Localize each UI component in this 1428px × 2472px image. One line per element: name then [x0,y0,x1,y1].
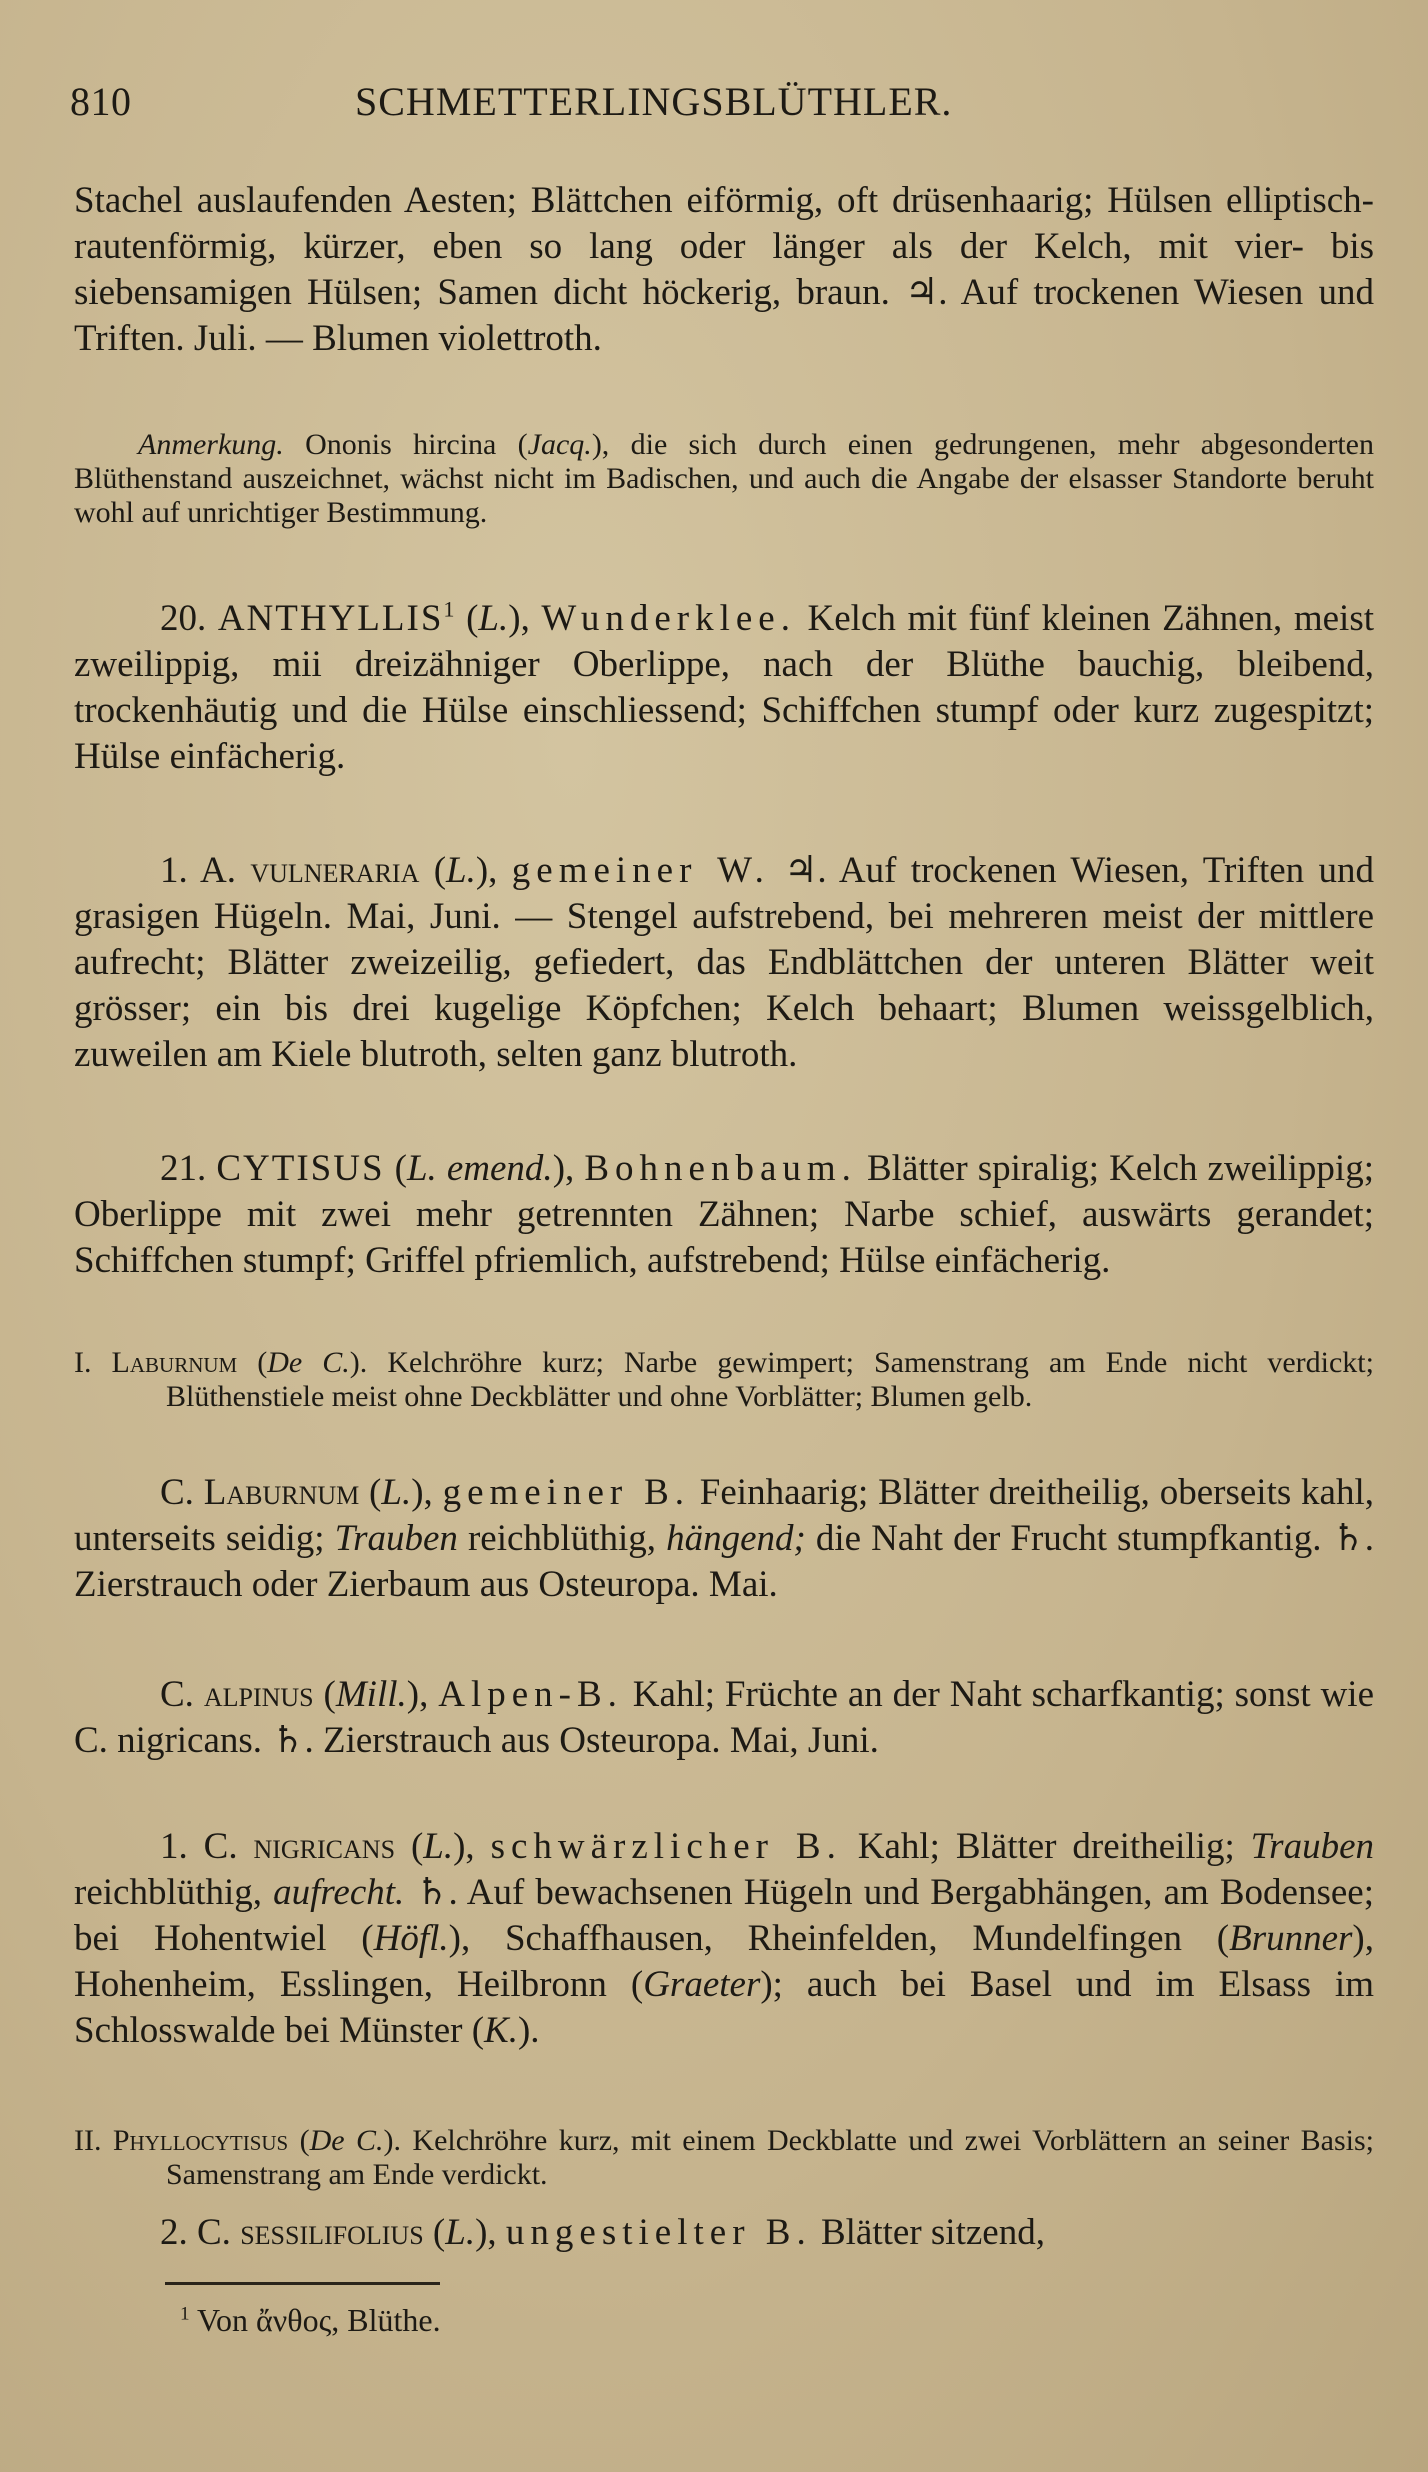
species-text-c: ♄. Auf bewachsenen Hügeln und Bergabhängen, am Bodensee; bei Hohentwiel ( [74,1872,1374,1959]
species-name: sessilifolius [240,2212,424,2253]
species-author: Mill. [335,1674,407,1715]
section-description: . Kelchröhre kurz, mit einem Deckblatte und zwei Vorblättern an seiner Basis; Samenstrang am Ende verdickt. [166,2124,1375,2191]
genus-number: 20. [160,598,218,639]
species-number: C. [160,1472,204,1513]
genus-description: Kelch mit fünf kleinen Zähnen, meist zweilippig, mii dreizähniger Oberlippe, nach der Blüthe bauchig, bleibend, trockenhäutig und die Hülse einschliessend; Schiffchen stumpf oder kurz zugespitzt; Hülse einfächerig. [74,598,1375,777]
genus-author: L. [478,598,509,639]
species-name: alpinus [203,1674,314,1715]
collector-2: Brunner [1229,1918,1353,1959]
species-text-a: Kahl; Blätter dreitheilig; [841,1826,1251,1867]
sessilifolius-paragraph: 2. C. sessilifolius (L.), ungestielter B. Blätter sitzend, [160,2212,1045,2253]
species-common-name: ungestielter B. [505,2212,812,2253]
section-number: I. [74,1346,112,1379]
section-paragraph: I. Laburnum (De C.). Kelchröhre kurz; Narbe gewimpert; Samenstrang am Ende nicht verdickt; Blüthenstiele meist ohne Deckblätter und ohne Vorblätter; Blumen gelb. [74,1346,1374,1413]
genus-number: 21. [160,1148,217,1189]
section-number: II. [74,2124,113,2157]
nigricans-paragraph: 1. C. nigricans (L.), schwärzlicher B. Kahl; Blätter dreitheilig; Trauben reichblüthig, aufrecht. ♄. Auf bewachsenen Hügeln und Bergabhängen, am Bodensee; bei Hohentwiel (Höfl.), Schaffhausen, Rheinfelden, Mundelfingen (Brunner), Hohenheim, Esslingen, Heilbronn (Graeter); auch bei Basel und im Elsass im Schlosswalde bei Münster (K.). [74,1826,1374,2051]
continuation-text: Stachel auslaufenden Aesten; Blättchen eiförmig, oft drüsenhaarig; Hülsen elliptisch-rautenförmig, kürzer, eben so lang oder länger als der Kelch, mit vier- bis siebensamigen Hülsen; Samen dicht höckerig, braun. ♃. Auf trockenen Wiesen und Triften. Juli. — Blumen violettroth. [74,180,1374,359]
species-text-b: reichblüthig, [74,1872,274,1913]
genus-name: CYTISUS [216,1148,385,1189]
annotation-author: Jacq. [527,428,592,461]
species-description: Kahl; Früchte an der Naht scharfkantig; sonst wie C. nigricans. ♄. Zierstrauch aus Osteuropa. Mai, Juni. [74,1674,1374,1761]
genus-common-name: Wunderklee. [541,598,796,639]
annotation-text-a: Ononis hircina ( [283,428,528,461]
species-alpinus [74,1672,1374,1764]
species-text-g: ). [517,2010,540,2051]
section-author: De C. [267,1346,350,1379]
annotation-label: Anmerkung. [138,428,284,461]
species-name: nigricans [253,1826,396,1867]
annotation-text-b: ), die sich durch einen gedrungenen, mehr abgesonderten Blüthenstand auszeichnet, wächst nicht im Badischen, und auch die Angabe der elsasser Standorte beruht wohl auf unrichtiger Bestimmung. [74,428,1374,529]
species-common-name: schwärzlicher B. [490,1826,842,1867]
footnote-divider [165,2282,440,2285]
collector-3: Graeter [643,1964,761,2005]
species-italic-a: Trauben [334,1518,458,1559]
species-text-c: die Naht der Frucht stumpfkantig. ♄. Zierstrauch oder Zierbaum aus Osteuropa. Mai. [74,1518,1374,1605]
species-vulneraria [74,848,1374,1078]
species-text-d: ), Schaffhausen, Rheinfelden, Mundelfingen ( [448,1918,1230,1959]
running-title: SCHMETTERLINGSBLÜTHLER. [355,79,953,124]
genus-common-name: Bohnenbaum. [584,1148,857,1189]
footnote-text: Von ἄνθος, Blüthe. [189,2302,441,2338]
collector-4: K. [484,2010,518,2051]
species-name: Laburnum [203,1472,360,1513]
species-name: vulneraria [250,850,420,891]
species-number: 1. C. [160,1826,254,1867]
section-phyllocytisus [74,2124,1374,2192]
footnote-number: 1 [180,2303,190,2325]
section-name: Phyllocytisus [112,2124,289,2157]
species-italic-b: aufrecht. [273,1872,405,1913]
laburnum-paragraph: C. Laburnum (L.), gemeiner B. Feinhaarig; Blätter dreitheilig, oberseits kahl, unterseits seidig; Trauben reichblüthig, hängend; die Naht der Frucht stumpfkantig. ♄. Zierstrauch oder Zierbaum aus Osteuropa. Mai. [74,1472,1375,1605]
footnote-marker: 1 [443,596,455,622]
species-nigricans [74,1824,1374,2054]
cytisus-paragraph: 21. CYTISUS (L. emend.), Bohnenbaum. Blätter spiralig; Kelch zweilippig; Oberlippe mit zwei mehr getrennten Zähnen; Narbe schief, auswärts gerandet; Schiffchen stumpf; Griffel pfriemlich, aufstrebend; Hülse einfächerig. [74,1148,1374,1281]
page-number: 810 [70,79,132,124]
section-description: . Kelchröhre kurz; Narbe gewimpert; Samenstrang am Ende nicht verdickt; Blüthenstiele meist ohne Deckblätter und ohne Vorblätter; Blumen gelb. [166,1346,1374,1413]
footnote [180,2300,441,2340]
species-author: L. [445,2212,476,2253]
collector-1: Höfl. [373,1918,449,1959]
genus-anthyllis [74,596,1374,780]
section-author: De C. [309,2124,384,2157]
species-common-name: Alpen-B. [438,1674,623,1715]
species-text-a: Feinhaarig; Blätter dreitheilig, oberseits kahl, unterseits seidig; [74,1472,1375,1559]
genus-author: L. emend. [406,1148,553,1189]
species-text-b: reichblüthig, [457,1518,667,1559]
genus-description: Blätter spiralig; Kelch zweilippig; Oberlippe mit zwei mehr getrennten Zähnen; Narbe schief, auswärts gerandet; Schiffchen stumpf; Griffel pfriemlich, aufstrebend; Hülse einfächerig. [74,1148,1374,1281]
species-description: ♃. Auf trockenen Wiesen, Triften und grasigen Hügeln. Mai, Juni. — Stengel aufstrebend, bei mehreren meist der mittlere aufrecht; Blätter zweizeilig, gefiedert, das Endblättchen der unteren Blätter weit grösser; ein bis drei kugelige Köpfchen; Kelch behaart; Blumen weissgelblich, zuweilen am Kiele blutroth, selten ganz blutroth. [74,850,1374,1075]
species-sessilifolius [74,2210,1374,2256]
alpinus-paragraph: C. alpinus (Mill.), Alpen-B. Kahl; Früchte an der Naht scharfkantig; sonst wie C. nigricans. ♄. Zierstrauch aus Osteuropa. Mai, Juni. [74,1674,1374,1761]
genus-name: ANTHYLLIS [217,598,444,639]
species-author: L. [446,850,476,891]
vulneraria-paragraph: 1. A. vulneraria (L.), gemeiner W. ♃. Auf trockenen Wiesen, Triften und grasigen Hügeln. Mai, Juni. — Stengel aufstrebend, bei mehreren meist der mittlere aufrecht; Blätter zweizeilig, gefiedert, das Endblättchen der unteren Blätter weit grösser; ein bis drei kugelige Köpfchen; Kelch behaart; Blumen weissgelblich, zuweilen am Kiele blutroth, selten ganz blutroth. [74,850,1374,1075]
species-text-f: ); auch bei Basel und im Elsass im Schlosswalde bei Münster ( [74,1964,1374,2051]
species-author: L. [423,1826,454,1867]
species-text-e: ), Hohenheim, Esslingen, Heilbronn ( [74,1918,1374,2005]
species-author: L. [381,1472,412,1513]
species-description: Blätter sitzend, [811,2212,1045,2253]
species-number: 2. C. [160,2212,241,2253]
section-name: Laburnum [111,1346,238,1379]
species-italic-b: hängend; [666,1518,806,1559]
page-header [70,78,1370,134]
genus-cytisus [74,1146,1374,1284]
section-laburnum [74,1346,1374,1414]
species-number: C. [160,1674,204,1715]
species-number: 1. A. [160,850,251,891]
species-common-name: gemeiner W. [511,850,770,891]
annotation-paragraph [74,428,1374,530]
annotation-note [74,428,1374,530]
section-paragraph: II. Phyllocytisus (De C.). Kelchröhre kurz, mit einem Deckblatte und zwei Vorblättern an seiner Basis; Samenstrang am Ende verdickt. [74,2124,1375,2191]
paragraph-continuation [74,178,1374,362]
species-common-name: gemeiner B. [442,1472,690,1513]
anthyllis-paragraph: 20. ANTHYLLIS$^1$ (L.), Wunderklee. Kelch mit fünf kleinen Zähnen, meist zweilippig, mii dreizähniger Oberlippe, nach der Blüthe bauchig, bleibend, trockenhäutig und die Hülse einschliessend; Schiffchen stumpf oder kurz zugespitzt; Hülse einfächerig. [74,596,1375,777]
species-laburnum [74,1470,1374,1608]
species-italic-a: Trauben [1250,1826,1374,1867]
